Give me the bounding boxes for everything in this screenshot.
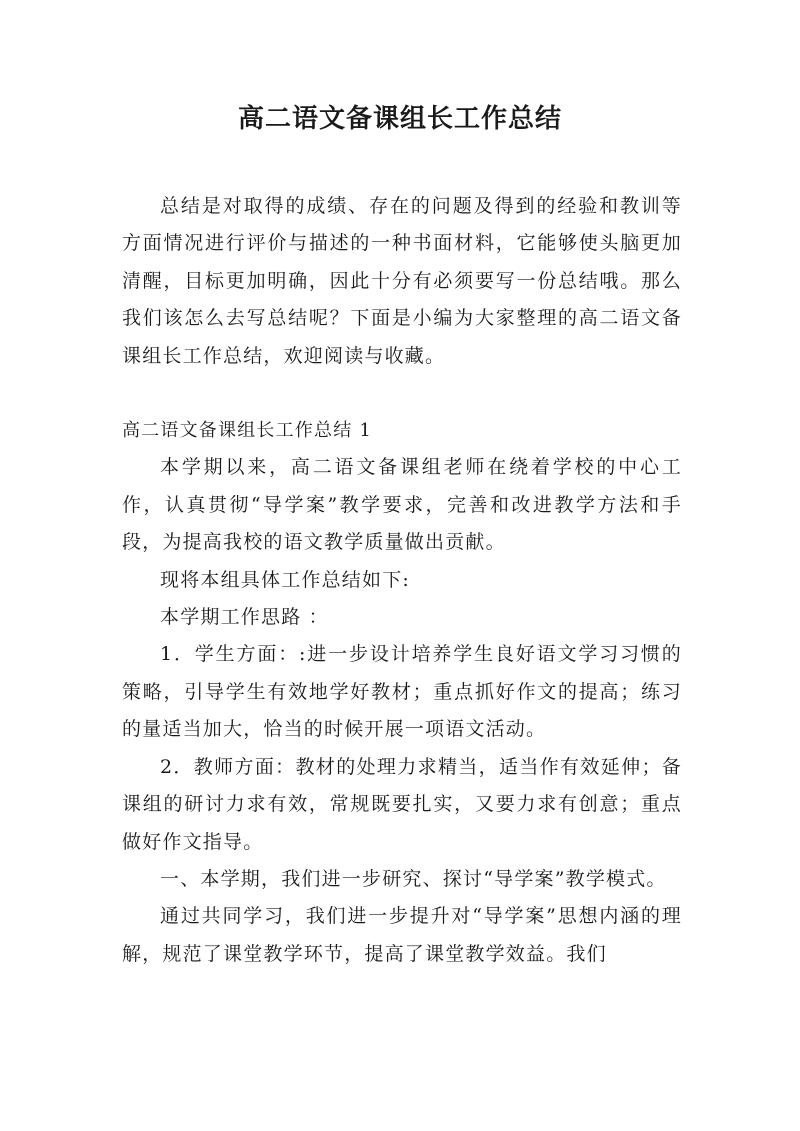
paragraph-gap <box>122 375 682 412</box>
section-heading: 高二语文备课组长工作总结 1 <box>122 420 372 442</box>
body-paragraph: 2．教师方面：教材的处理力求精当，适当作有效延伸；备课组的研讨力求有效，常规既要扎实，又要力求有创意；重点做好作文指导。 <box>122 755 682 853</box>
body-paragraph: 通过共同学习，我们进一步提升对“导学案”思想内涵的理解，规范了课堂教学环节，提高了课堂教学效益。我们 <box>122 905 682 965</box>
body-paragraph: 现将本组具体工作总结如下: <box>160 568 411 591</box>
document-body <box>122 188 682 973</box>
body-paragraph: 本学期工作思路 ： <box>160 606 329 629</box>
intro-paragraph: 总结是对取得的成绩、存在的问题及得到的经验和教训等方面情况进行评价与描述的一种书面材料，它能够使头脑更加清醒，目标更加明确，因此十分有必须要写一份总结哦。那么我们该怎么去写总结呢？下面是小编为大家整理的高二语文备课组长工作总结，欢迎阅读与收藏。 <box>122 195 682 367</box>
body-paragraph: 本学期以来，高二语文备课组老师在绕着学校的中心工作，认真贯彻“导学案”教学要求，完善和改进教学方法和手段，为提高我校的语文教学质量做出贡献。 <box>122 456 682 554</box>
body-paragraph: 一、本学期，我们进一步研究、探讨“导学案”教学模式。 <box>160 867 667 890</box>
page-title: 高二语文备课组长工作总结 <box>237 104 562 134</box>
body-paragraph: 1．学生方面：:进一步设计培养学生良好语文学习习惯的策略，引导学生有效地学好教材；重点抓好作文的提高；练习的量适当加大，恰当的时候开展一项语文活动。 <box>122 643 682 741</box>
